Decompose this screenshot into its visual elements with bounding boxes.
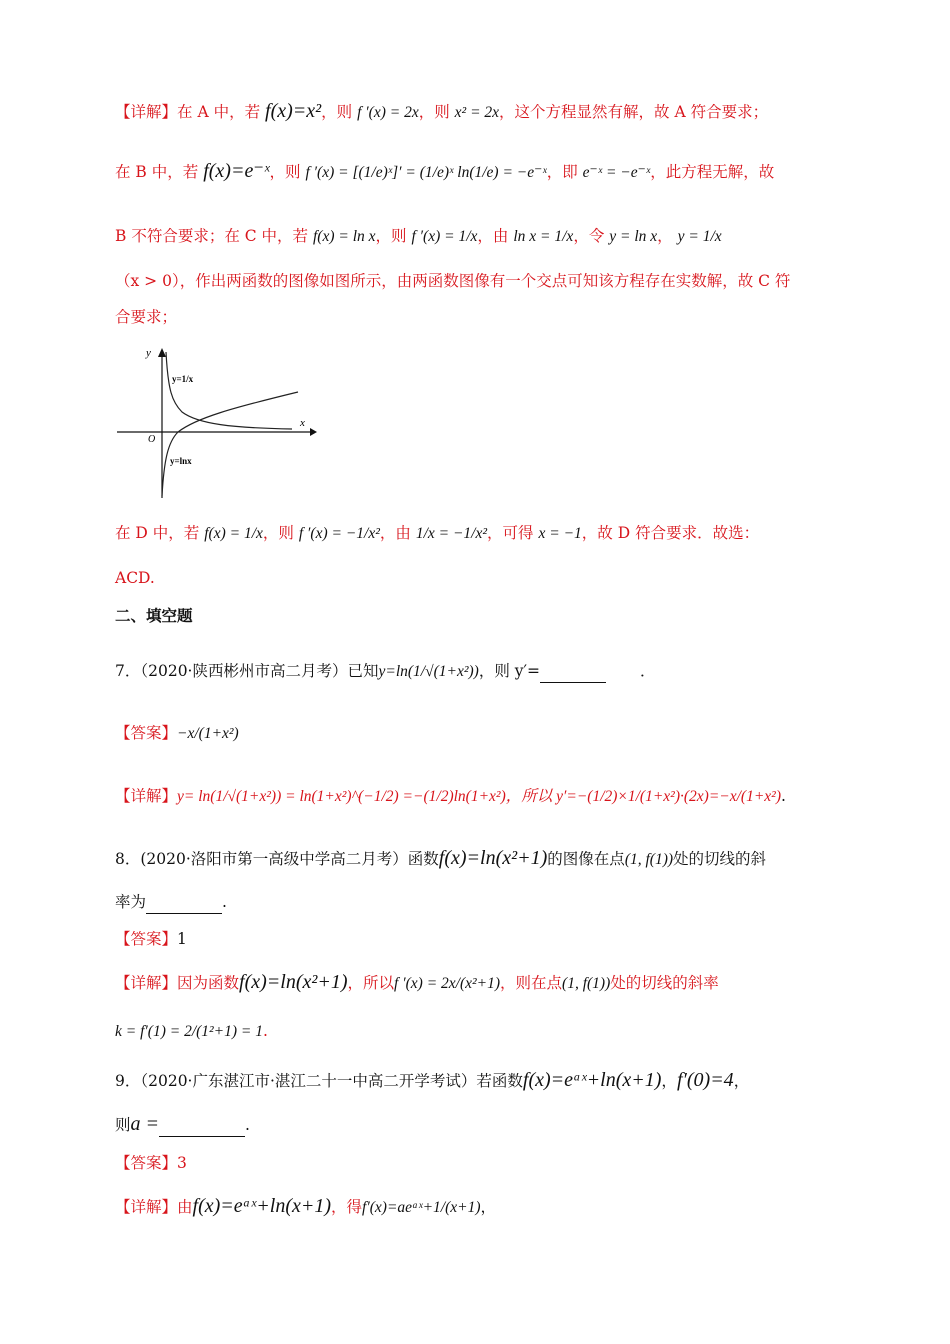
answer-blank xyxy=(159,1114,245,1137)
q8-detail: 【详解】因为函数f(x)=ln(x²+1)，所以f ′(x) = 2x/(x²+1)，则在点(1, f(1))处的切线的斜率 xyxy=(115,971,719,993)
origin-label: O xyxy=(148,434,156,445)
section-title: 二、填空题 xyxy=(115,606,193,625)
x-axis-label: x xyxy=(300,417,305,429)
log-curve xyxy=(162,392,298,496)
q9-stem: 9．（2020·广东湛江市·湛江二十一中高二开学考试）若函数f(x)=eᵃˣ+ln(x+1)，f′(0)=4， xyxy=(115,1069,750,1091)
p6-line7: ACD. xyxy=(115,569,155,587)
p6-line4: （x > 0），作出两函数的图像如图所示，由两函数图像有一个交点可知该方程存在实数解，故 C 符 xyxy=(115,272,791,290)
p6-line5: 合要求； xyxy=(115,308,178,326)
p6-line6: 在 D 中，若 f(x) = 1/x，则 f ′(x) = −1/x²，由 1/x = −1/x²，可得 x = −1，故 D 符合要求．故选： xyxy=(115,524,760,542)
math-fx: f(x)=x² xyxy=(265,100,322,122)
q8-stem-line2: 率为 . xyxy=(115,891,840,914)
p6-line3: B 不符合要求；在 C 中，若 f(x) = ln x，则 f ′(x) = 1/x，由 ln x = 1/x，令 y = ln x， y = 1/x xyxy=(115,227,722,245)
q7-detail: 【详解】y= ln(1/√(1+x²)) = ln(1+x²)^(−1/2) =−(1/2)ln(1+x²)，所以 y′=−(1/2)×1/(1+x²)·(2x)=−x/(1+x²). xyxy=(115,787,786,805)
q7-stem: 7．（2020·陕西彬州市高二月考）已知y=ln(1/√(1+x²))，则 y′= ． xyxy=(115,660,840,683)
q8-answer: 【答案】1 xyxy=(115,930,187,948)
y-axis-label: y xyxy=(146,347,151,359)
q9-answer: 【答案】3 xyxy=(115,1154,187,1172)
q9-stem-line2: 则a = . xyxy=(115,1113,250,1135)
p6-line2: 在 B 中，若 f(x)=e⁻ˣ，则 f ′(x) = [(1/e)ˣ]′ = (1/e)ˣ ln(1/e) = −e⁻ˣ，即 e⁻ˣ = −e⁻ˣ，此方程无解，故 xyxy=(115,160,775,182)
log-label: y=lnx xyxy=(170,456,192,466)
detail-tag: 【详解】 xyxy=(115,103,178,121)
reciprocal-label: y=1/x xyxy=(172,374,194,384)
reciprocal-curve xyxy=(166,352,292,429)
p6-line1: 【详解】在 A 中，若 f(x)=x²，则 f ′(x) = 2x，则 x² = 2x，这个方程显然有解，故 A 符合要求； xyxy=(115,100,769,122)
function-graph xyxy=(112,340,322,500)
answer-blank xyxy=(146,891,222,914)
q9-detail: 【详解】由f(x)=eᵃˣ+ln(x+1)，得f′(x)=aeᵃˣ+1/(x+1)， xyxy=(115,1195,497,1217)
x-axis-arrow xyxy=(310,428,317,436)
answer-blank xyxy=(540,660,606,683)
q8-detail-line2: k = f′(1) = 2/(1²+1) = 1. xyxy=(115,1022,268,1040)
q7-answer: 【答案】−x/(1+x²) xyxy=(115,724,239,742)
q8-stem: 8．(2020·洛阳市第一高级中学高二月考）函数f(x)=ln(x²+1)的图像在点(1, f(1))处的切线的斜 xyxy=(115,847,767,869)
y-axis-arrow xyxy=(158,348,166,357)
